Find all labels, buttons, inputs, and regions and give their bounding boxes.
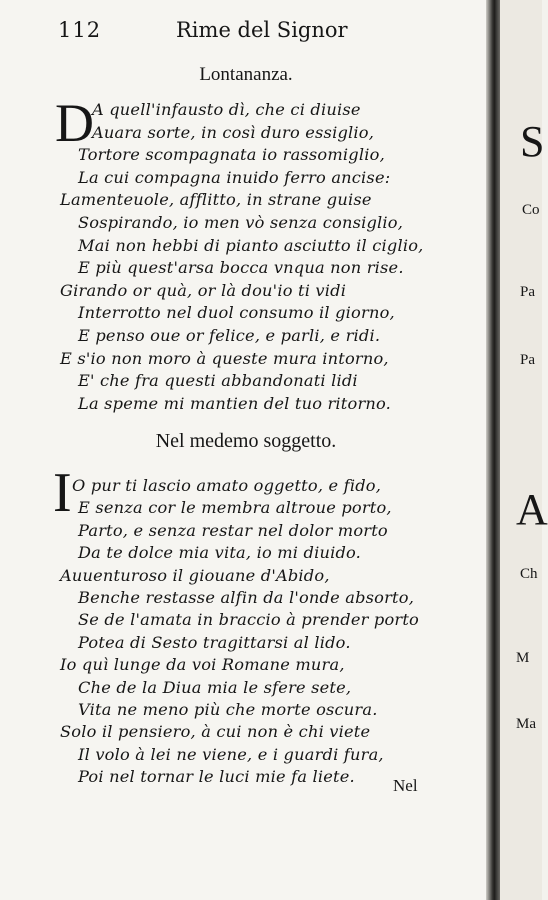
verse-line: E più quest'arsa bocca vnqua non rise. (78, 258, 404, 278)
verse-line: E' che fra questi abbandonati lidi (78, 371, 358, 391)
verse-line: Mai non hebbi di pianto asciutto il ciglio, (78, 235, 424, 255)
facing-fragment: Pa (520, 352, 535, 368)
verse-line: Auara sorte, in così duro essiglio, (92, 122, 375, 142)
poem-title-lontananza: Lontananza. (199, 64, 293, 85)
verse-line: Il volo à lei ne viene, e i guardi fura, (78, 744, 384, 764)
facing-page-edge (500, 0, 548, 900)
verse-line: Benche restasse alfin da l'onde absorto, (78, 588, 415, 607)
verse-line: Auuenturoso il giouane d'Abido, (60, 565, 330, 585)
verse-line: Da te dolce mia vita, io mi diuido. (78, 543, 362, 563)
verse-line: Vita ne meno più che morte oscura. (78, 700, 378, 719)
book-gutter (486, 0, 500, 900)
facing-fragment: Ch (520, 566, 538, 582)
verse-line: Lamenteuole, afflitto, in strane guise (60, 190, 372, 210)
facing-fragment: Ma (516, 716, 536, 732)
verse-line: E penso oue or felice, e parli, e ridi. (78, 326, 381, 345)
verse-line: Io quì lunge da voi Romane mura, (60, 655, 345, 675)
facing-fragment: Pa (520, 284, 535, 300)
verse-line: Sospirando, io men vò senza consiglio, (78, 213, 404, 232)
catchword: Nel (393, 776, 418, 795)
facing-fragment: M (516, 650, 530, 666)
verse-line: Poi nel tornar le luci mie fa liete. (78, 767, 355, 787)
facing-fragment: Co (522, 202, 540, 218)
page-number: 112 (58, 18, 102, 42)
verse-line: Che de la Diua mia le sfere sete, (78, 677, 352, 697)
facing-fragment: A (516, 485, 548, 534)
verse-line: Se de l'amata in braccio à prender porto (78, 610, 420, 630)
running-title: Rime del Signor (176, 18, 348, 42)
verse-line: E senza cor le membra altroue porto, (78, 498, 392, 518)
verse-line: O pur ti lascio amato oggetto, e fido, (72, 476, 382, 495)
verse-line: La speme mi mantien del tuo ritorno. (78, 393, 392, 413)
verse-line: Tortore scompagnata io rassomiglio, (78, 145, 385, 165)
drop-capital: D (55, 93, 94, 153)
verse-line: Interrotto nel duol consumo il giorno, (78, 303, 395, 323)
drop-capital: I (53, 462, 72, 524)
verse-line: Solo il pensiero, à cui non è chi viete (60, 722, 371, 742)
verse-line: E s'io non moro à queste mura intorno, (60, 348, 389, 368)
facing-fragment: S (520, 117, 545, 166)
running-head (58, 18, 378, 44)
verse-line: Parto, e senza restar nel dolor morto (78, 520, 388, 540)
verse-line: Potea di Sesto tragittarsi al lido. (78, 632, 351, 652)
verse-line: Girando or quà, or là dou'io ti vidi (60, 280, 347, 300)
poem-title-nel-medemo-soggetto: Nel medemo soggetto. (155, 430, 337, 452)
verse-line: A quell'infausto dì, che ci diuise (92, 100, 361, 119)
verse-line: La cui compagna inuido ferro ancise: (78, 167, 391, 187)
